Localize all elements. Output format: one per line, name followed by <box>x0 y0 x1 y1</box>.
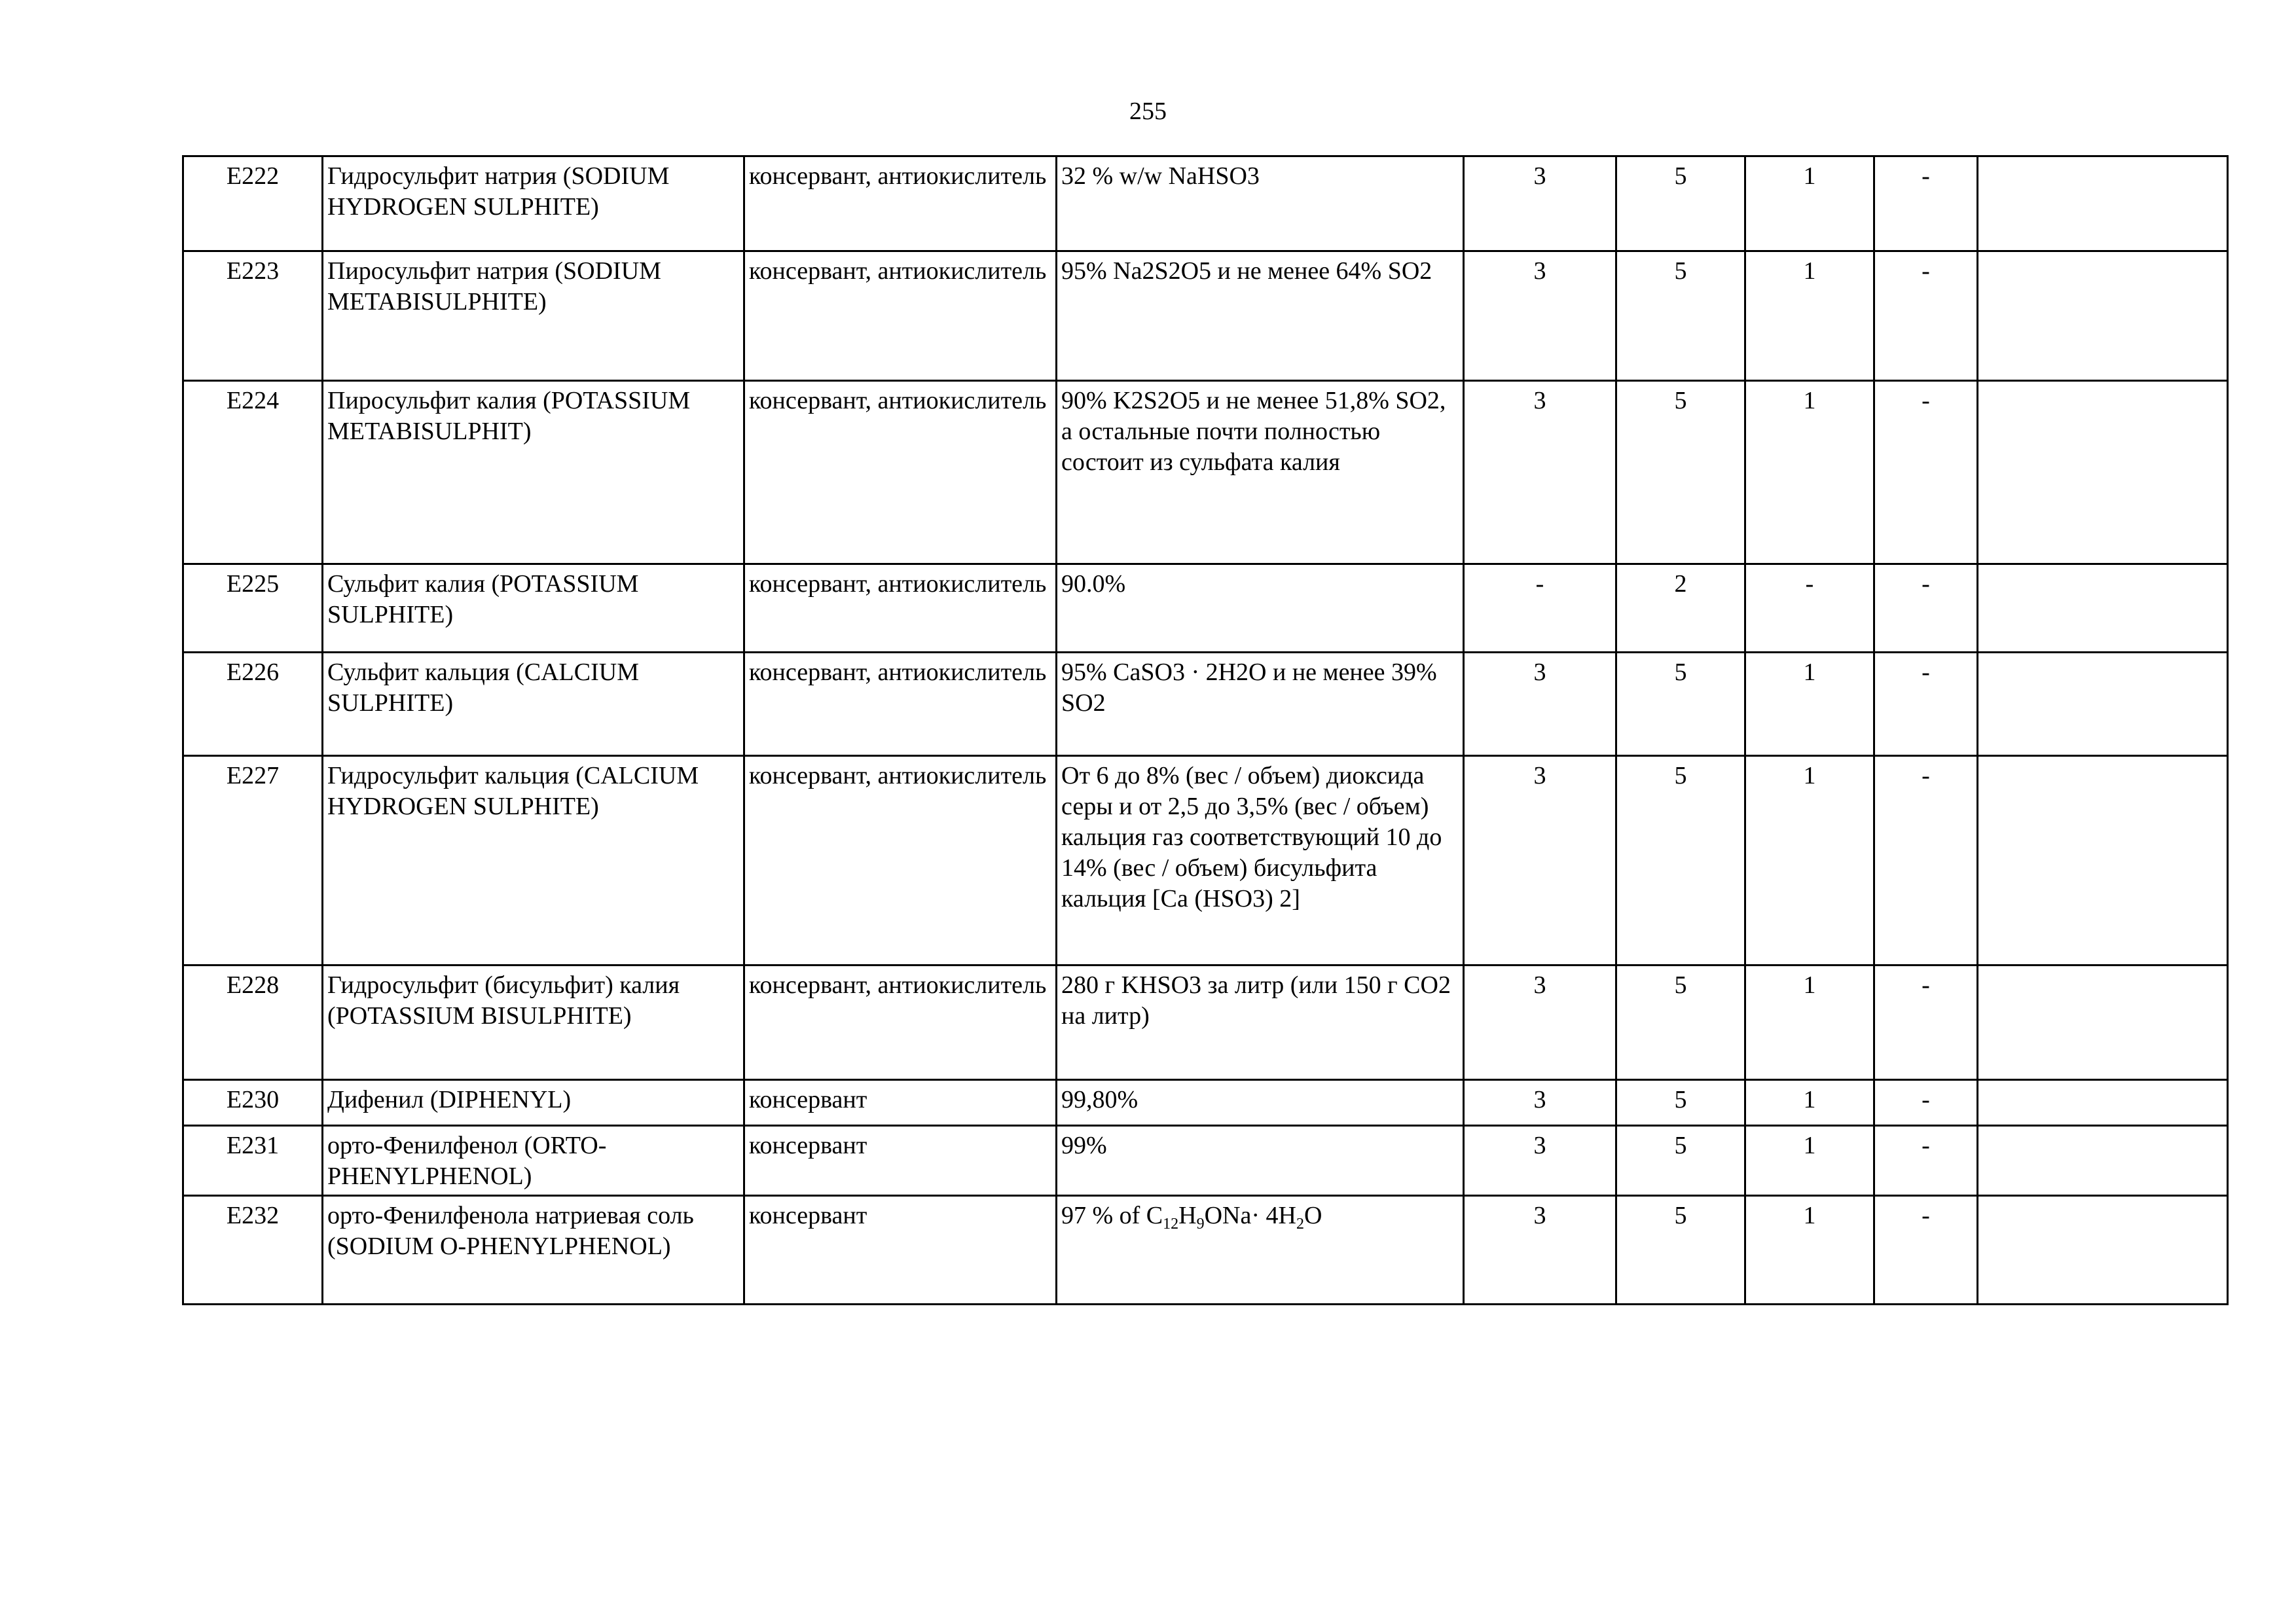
cell-function: консервант <box>744 1126 1057 1196</box>
cell-value-1: 3 <box>1464 653 1616 756</box>
cell-value-2: 5 <box>1616 653 1745 756</box>
cell-purity: 90.0% <box>1057 564 1464 653</box>
purity-subscript: 2 <box>1296 1216 1304 1233</box>
cell-value-1: 3 <box>1464 1080 1616 1126</box>
cell-purity: 95% CaSO3 · 2H2O и не менее 39% SO2 <box>1057 653 1464 756</box>
table-row <box>183 1126 2228 1196</box>
cell-purity: 280 г KHSO3 за литр (или 150 г СО2 на литр) <box>1057 965 1464 1080</box>
cell-purity: 95% Na2S2O5 и не менее 64% SO2 <box>1057 251 1464 381</box>
cell-value-1: 3 <box>1464 381 1616 564</box>
cell-note <box>1978 756 2228 965</box>
cell-value-4: - <box>1874 381 1978 564</box>
cell-value-4: - <box>1874 251 1978 381</box>
cell-value-1: - <box>1464 564 1616 653</box>
table-row <box>183 251 2228 381</box>
cell-purity: 99,80% <box>1057 1080 1464 1126</box>
cell-function: консервант <box>744 1196 1057 1305</box>
cell-value-4: - <box>1874 1080 1978 1126</box>
cell-code: E231 <box>183 1126 323 1196</box>
cell-value-1: 3 <box>1464 756 1616 965</box>
cell-value-3: 1 <box>1745 756 1874 965</box>
cell-purity: 32 % w/w NaHSO3 <box>1057 156 1464 251</box>
cell-function: консервант, антиокислитель <box>744 965 1057 1080</box>
purity-subscript: 12 <box>1163 1216 1179 1233</box>
cell-name: Гидросульфит кальция (CALCIUM HYDROGEN SULPHITE) <box>323 756 744 965</box>
cell-code: E225 <box>183 564 323 653</box>
cell-function: консервант, антиокислитель <box>744 564 1057 653</box>
cell-value-3: 1 <box>1745 156 1874 251</box>
cell-value-3: 1 <box>1745 1196 1874 1305</box>
cell-function: консервант <box>744 1080 1057 1126</box>
cell-purity <box>1057 1196 1464 1305</box>
cell-note <box>1978 1126 2228 1196</box>
cell-value-3: 1 <box>1745 965 1874 1080</box>
cell-purity: 99% <box>1057 1126 1464 1196</box>
cell-value-3: 1 <box>1745 1126 1874 1196</box>
cell-value-2: 2 <box>1616 564 1745 653</box>
cell-value-3: 1 <box>1745 381 1874 564</box>
cell-value-4: - <box>1874 1196 1978 1305</box>
table-row <box>183 381 2228 564</box>
cell-value-2: 5 <box>1616 756 1745 965</box>
cell-name: Гидросульфит натрия (SODIUM HYDROGEN SULPHITE) <box>323 156 744 251</box>
purity-mid: H <box>1178 1202 1197 1229</box>
cell-name: Сульфит калия (POTASSIUM SULPHITE) <box>323 564 744 653</box>
cell-code: E227 <box>183 756 323 965</box>
cell-value-1: 3 <box>1464 1126 1616 1196</box>
cell-code: E230 <box>183 1080 323 1126</box>
cell-value-2: 5 <box>1616 1080 1745 1126</box>
cell-value-2: 5 <box>1616 1126 1745 1196</box>
cell-name: Сульфит кальция (CALCIUM SULPHITE) <box>323 653 744 756</box>
cell-function: консервант, антиокислитель <box>744 156 1057 251</box>
cell-value-2: 5 <box>1616 965 1745 1080</box>
cell-note <box>1978 156 2228 251</box>
cell-note <box>1978 251 2228 381</box>
cell-name: Дифенил (DIPHENYL) <box>323 1080 744 1126</box>
cell-name: орто-Фенилфенола натриевая соль (SODIUM O-PHENYLPHENOL) <box>323 1196 744 1305</box>
cell-value-2: 5 <box>1616 381 1745 564</box>
cell-value-4: - <box>1874 756 1978 965</box>
cell-note <box>1978 653 2228 756</box>
cell-value-3: 1 <box>1745 251 1874 381</box>
table-row <box>183 965 2228 1080</box>
cell-value-4: - <box>1874 1126 1978 1196</box>
cell-value-4: - <box>1874 156 1978 251</box>
cell-code: E222 <box>183 156 323 251</box>
cell-value-2: 5 <box>1616 251 1745 381</box>
cell-note <box>1978 564 2228 653</box>
cell-note <box>1978 381 2228 564</box>
purity-subscript: 9 <box>1196 1216 1205 1233</box>
cell-code: E223 <box>183 251 323 381</box>
additives-table <box>182 155 2229 1305</box>
cell-code: E228 <box>183 965 323 1080</box>
purity-suffix: O <box>1303 1202 1322 1229</box>
cell-value-2: 5 <box>1616 156 1745 251</box>
table-row <box>183 756 2228 965</box>
cell-value-4: - <box>1874 653 1978 756</box>
cell-value-3: - <box>1745 564 1874 653</box>
table-row <box>183 1080 2228 1126</box>
cell-value-1: 3 <box>1464 965 1616 1080</box>
cell-name: Пиросульфит калия (POTASSIUM METABISULPHIT) <box>323 381 744 564</box>
cell-value-3: 1 <box>1745 1080 1874 1126</box>
cell-value-4: - <box>1874 564 1978 653</box>
cell-function: консервант, антиокислитель <box>744 653 1057 756</box>
cell-value-4: - <box>1874 965 1978 1080</box>
cell-purity: От 6 до 8% (вес / объем) диоксида серы и от 2,5 до 3,5% (вес / объем) кальция газ соответствующий 10 до 14% (вес / объем) бисульфита кальция [Ca (HSO3) 2] <box>1057 756 1464 965</box>
cell-value-2: 5 <box>1616 1196 1745 1305</box>
cell-name: Гидросульфит (бисульфит) калия (POTASSIUM BISULPHITE) <box>323 965 744 1080</box>
cell-value-1: 3 <box>1464 156 1616 251</box>
cell-note <box>1978 1080 2228 1126</box>
purity-prefix: 97 % of C <box>1061 1202 1163 1229</box>
cell-name: орто-Фенилфенол (ORTO-PHENYLPHENOL) <box>323 1126 744 1196</box>
cell-purity: 90% K2S2O5 и не менее 51,8% SO2, а остальные почти полностью состоит из сульфата калия <box>1057 381 1464 564</box>
cell-code: E226 <box>183 653 323 756</box>
cell-note <box>1978 1196 2228 1305</box>
table-row <box>183 564 2228 653</box>
cell-function: консервант, антиокислитель <box>744 756 1057 965</box>
purity-mid: ONa· 4H <box>1204 1202 1296 1229</box>
page-number: 255 <box>1129 98 1167 125</box>
cell-value-1: 3 <box>1464 1196 1616 1305</box>
cell-function: консервант, антиокислитель <box>744 381 1057 564</box>
cell-note <box>1978 965 2228 1080</box>
cell-name: Пиросульфит натрия (SODIUM METABISULPHITE) <box>323 251 744 381</box>
table-row <box>183 1196 2228 1305</box>
cell-function: консервант, антиокислитель <box>744 251 1057 381</box>
table-row <box>183 653 2228 756</box>
cell-code: E232 <box>183 1196 323 1305</box>
cell-value-1: 3 <box>1464 251 1616 381</box>
table-row <box>183 156 2228 251</box>
cell-value-3: 1 <box>1745 653 1874 756</box>
cell-code: E224 <box>183 381 323 564</box>
